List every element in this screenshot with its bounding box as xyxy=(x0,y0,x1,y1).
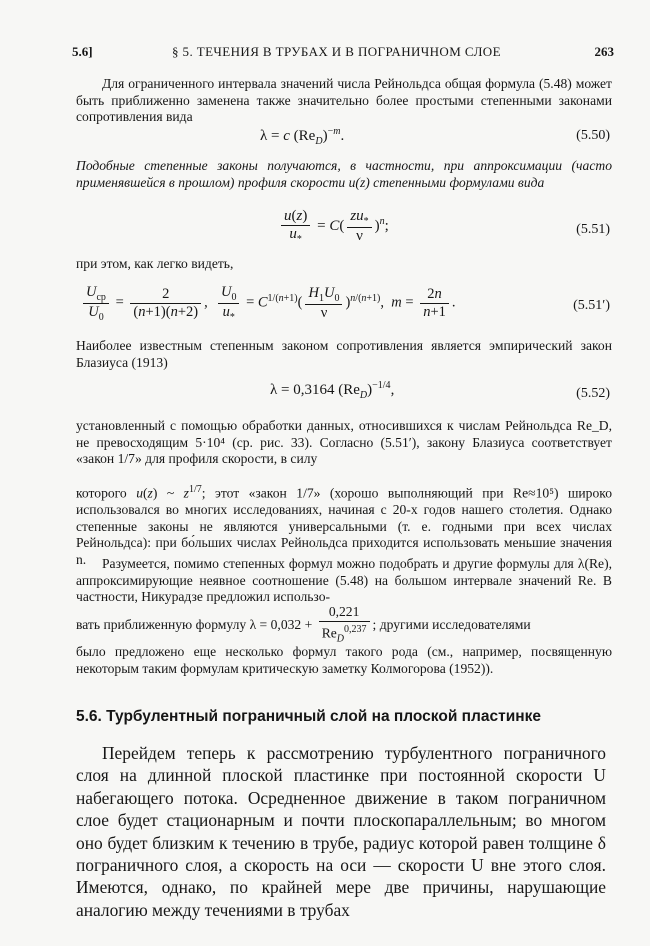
equation-number-5-51: (5.51) xyxy=(576,222,610,237)
paragraph-5-continued: которого u(z) ~ $z^{1/7}$; этот «закон 1/7» (хорошо выполняющий при Re≈10⁵) широко использовался во многих исследованиях, начиная с 20-х годов нашего столетия. Однако степенные законы не являются универсальными (т. е. годными при всех числах Рейнольдса): при бо́льших числах Рейнольдса приходится использовать меньшие значения n. xyxy=(76,484,612,567)
equation-5-50: λ = c $(Re_D)^{-m}$. xyxy=(260,126,345,147)
paragraph-4: Наиболее известным степенным законом сопротивления является эмпирический закон Блазиуса (1913) xyxy=(76,338,612,370)
paragraph-3: при этом, как легко видеть, xyxy=(76,256,234,271)
running-title: § 5. ТЕЧЕНИЯ В ТРУБАХ И В ПОГРАНИЧНОМ СЛОЕ xyxy=(172,44,501,59)
equation-5-52: λ = 0,3164 $(Re_D)^{-1/4}$, xyxy=(270,380,395,401)
paragraph-6-continued: вать приближенную формулу λ = 0,032 + $\frac{0,221}{Re_D^{0,237}}$ ; другими исследователями xyxy=(76,604,531,644)
equation-number-5-52: (5.52) xyxy=(576,386,610,401)
section-body: Перейдем теперь к рассмотрению турбулентного пограничного слоя на длинной плоской пластинке при постоянной скорости U набегающего потока. Осредненное движение в таком пограничном слое будет стационарным и почти плоскопараллельным; во многом оно будет близким к течению в трубе, радиус которой равен толщине δ пограничного слоя, а скорость на оси — скорости U вне этого слоя. Имеются, однако, по крайней мере две причины, нарушающие аналогию между течениями в трубах xyxy=(76,743,606,920)
equation-5-51: $\frac{u(z)}{u_*}$ = C( $\frac{zu_*}{\nu}$ )$^n$; xyxy=(278,208,389,245)
paragraph-5: установленный с помощью обработки данных, относившихся к числам Рейнольдса Re_D, не превосходящим 5·10⁴ (ср. рис. 33). Согласно (5.51′), закону Блазиуса соответствует «закон 1/7» для профиля скорости, в силу xyxy=(76,418,612,467)
equation-5-51-prime: $\frac{U_{cp}}{U_0}$ = $\frac{2}{(n+1)(n+2)}$ , $\frac{U_0}{u_*}$ = $C^{1/(n+1)}$( $\frac{H_1U_0}{\nu}$ )$^{n/(n+1)}$, m = $\frac{2n}{n+1}$ . xyxy=(80,284,456,323)
equation-number-5-50: (5.50) xyxy=(576,128,610,143)
paragraph-2: Подобные степенные законы получаются, в частности, при аппроксимации (часто применявшейся в прошлом) профиля скорости u(z) степенными формулами вида xyxy=(76,158,612,190)
running-header xyxy=(72,44,614,64)
section-ref: 5.6] xyxy=(72,44,93,59)
blasius-coefficient: 0,3164 xyxy=(293,382,335,398)
page-number: 263 xyxy=(594,44,614,59)
section-heading: 5.6. Турбулентный пограничный слой на плоской пластинке xyxy=(76,708,541,725)
paragraph-1: Для ограниченного интервала значений числа Рейнольдса общая формула (5.48) может быть приближенно заменена также значительно более простыми степенными законами сопротивления вида xyxy=(76,76,612,125)
equation-number-5-51-prime: (5.51′) xyxy=(573,298,610,313)
paragraph-7: было предложено еще несколько формул такого рода (см., например, посвященную некоторым таким формулам критическую заметку Колмогорова (1952)). xyxy=(76,644,612,676)
paragraph-6: Разумеется, помимо степенных формул можно подобрать и другие формулы для λ(Re), аппроксимирующие неявное соотношение (5.48) на большом интервале значений Re. В частности, Никурадзе предложил использо- xyxy=(76,556,612,605)
